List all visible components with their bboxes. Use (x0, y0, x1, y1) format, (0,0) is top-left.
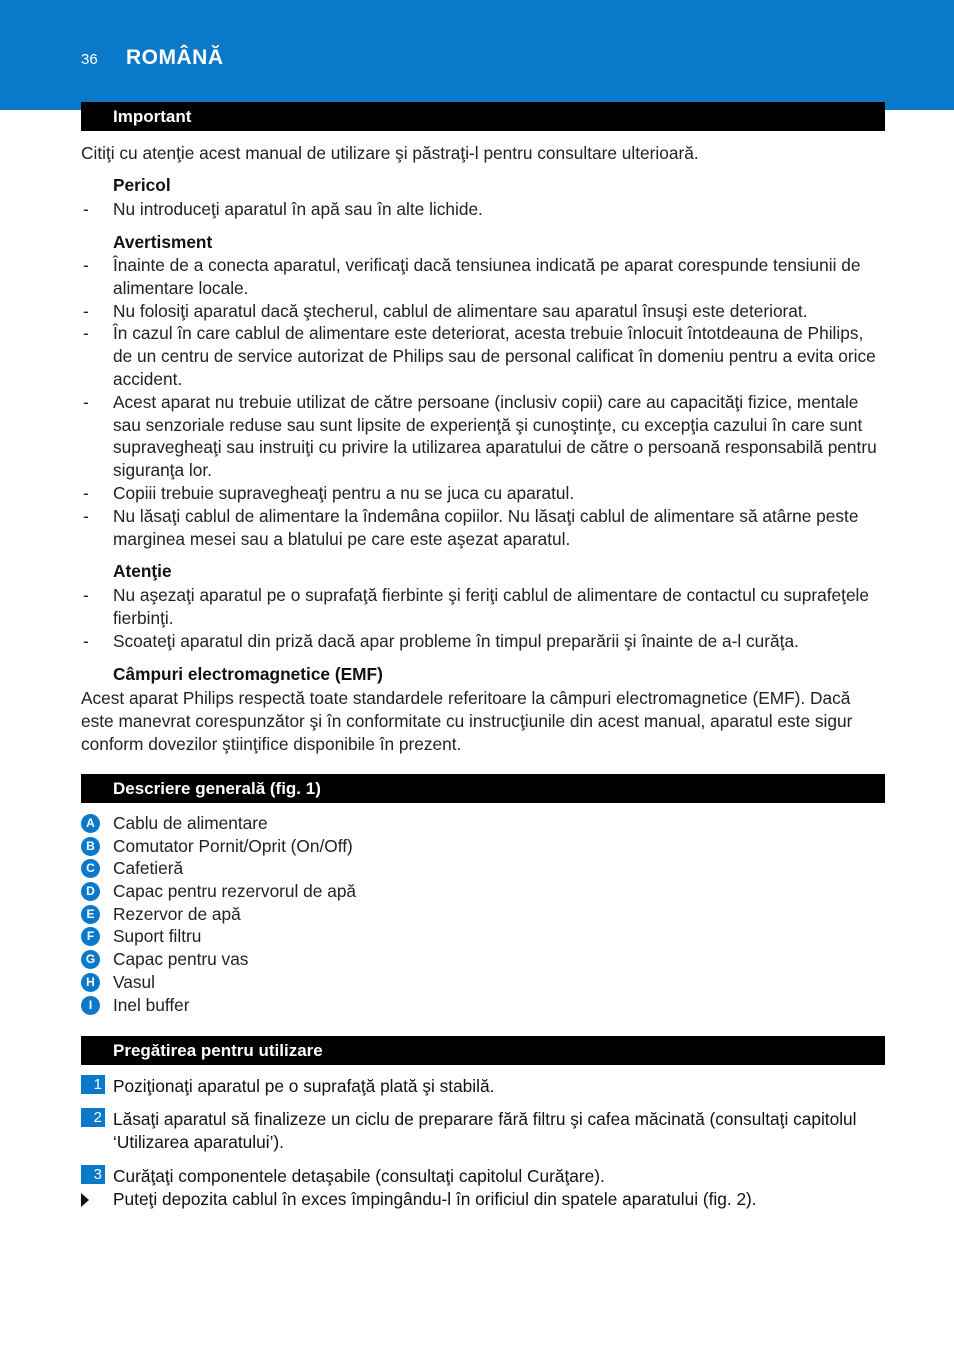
list-item: - Nu folosiţi aparatul dacă ştecherul, cablul de alimentare sau aparatul însuşi este deteriorat. (83, 300, 808, 321)
intro-paragraph: Citiţi cu atenţie acest manual de utilizare şi păstraţi-l pentru consultare ulterioară. (81, 143, 699, 163)
danger-list (81, 198, 887, 221)
caution-heading: Atenţie (113, 561, 172, 581)
part-letter-badge: E (81, 905, 100, 924)
emf-heading: Câmpuri electromagnetice (EMF) (113, 664, 383, 684)
section-heading-preparation: Pregătirea pentru utilizare (81, 1036, 885, 1065)
tip-item: Puteţi depozita cablul în exces împingându-l în orificiul din spatele aparatului (fig. 2). (81, 1188, 887, 1211)
part-item: G Capac pentru vas (81, 948, 356, 971)
part-letter-badge: D (81, 882, 100, 901)
section-heading-important: Important (81, 102, 885, 131)
list-item: - Nu introduceţi aparatul în apă sau în alte lichide. (83, 199, 483, 219)
part-item: F Suport filtru (81, 925, 356, 948)
step-item: 1 Poziţionaţi aparatul pe o suprafaţă plată şi stabilă. (81, 1075, 887, 1098)
part-letter-badge: B (81, 837, 100, 856)
part-item: A Cablu de alimentare (81, 812, 356, 835)
part-item: H Vasul (81, 971, 356, 994)
part-item: D Capac pentru rezervorul de apă (81, 880, 356, 903)
part-letter-badge: H (81, 973, 100, 992)
caution-list (81, 584, 887, 652)
section-heading-description: Descriere generală (fig. 1) (81, 774, 885, 803)
step-number: 3 (81, 1165, 105, 1184)
part-item: B Comutator Pornit/Oprit (On/Off) (81, 835, 356, 858)
list-item: - Nu aşezaţi aparatul pe o suprafaţă fierbinte şi feriţi cablul de alimentare de contactul cu suprafeţele fierbinţi. (83, 585, 870, 628)
step-number: 1 (81, 1075, 105, 1094)
tip-arrow-icon (81, 1193, 89, 1207)
part-letter-badge: G (81, 950, 100, 969)
step-number: 2 (81, 1108, 105, 1127)
list-item: - Scoateţi aparatul din priză dacă apar probleme în timpul preparării şi înainte de a-l curăţa. (83, 630, 799, 651)
list-item: - Nu lăsaţi cablul de alimentare la îndemâna copiilor. Nu lăsaţi cablul de alimentare să atârne peste marginea mesei sau a blatului pe care este aşezat aparatul. (83, 505, 859, 549)
parts-list (81, 812, 356, 1016)
list-item: - Înainte de a conecta aparatul, verificaţi dacă tensiunea indicată pe aparat corespunde tensiunii de alimentare locale. (83, 255, 861, 298)
part-item: C Cafetieră (81, 857, 356, 880)
language-title: ROMÂNĂ (126, 46, 224, 69)
part-letter-badge: F (81, 927, 100, 946)
part-item: I Inel buffer (81, 994, 356, 1017)
warning-list (81, 254, 887, 550)
part-letter-badge: C (81, 859, 100, 878)
warning-heading: Avertisment (113, 232, 213, 252)
emf-paragraph: Acest aparat Philips respectă toate standardele referitoare la câmpuri electromagnetice (EMF). Dacă este manevrat corespunzător şi în conformitate cu instrucţiunile din acest manual, aparatul este sigur conform dovezilor ştiinţifice disponibile în prezent. (81, 688, 853, 754)
page-number: 36 (81, 51, 98, 68)
part-letter-badge: I (81, 996, 100, 1015)
header-bar (0, 0, 954, 110)
list-item: - Copiii trebuie supravegheaţi pentru a nu se juca cu aparatul. (83, 482, 575, 503)
list-item: - În cazul în care cablul de alimentare este deteriorat, acesta trebuie înlocuit întotdeauna de Philips, de un centru de service autorizat de Philips sau de personal calificat în domeniu pentru a evita orice accident. (83, 323, 876, 389)
part-item: E Rezervor de apă (81, 903, 356, 926)
list-item: - Acest aparat nu trebuie utilizat de către persoane (inclusiv copii) care au capacităţi fizice, mentale sau senzoriale reduse sau sunt lipsite de experienţă şi cunoştinţe, cu excepţia cazului în care sunt supravegheaţi sau instruiţi cu privire la utilizarea aparatului de către o persoană responsabilă pentru siguranţa lor. (83, 391, 877, 481)
step-item: 3 Curăţaţi componentele detaşabile (consultaţi capitolul Curăţare). (81, 1165, 887, 1188)
step-item: 2 Lăsaţi aparatul să finalizeze un ciclu de preparare fără filtru şi cafea măcinată (consultaţi capitolul ‘Utilizarea aparatului’). (81, 1108, 887, 1154)
danger-heading: Pericol (113, 175, 171, 195)
part-letter-badge: A (81, 814, 100, 833)
